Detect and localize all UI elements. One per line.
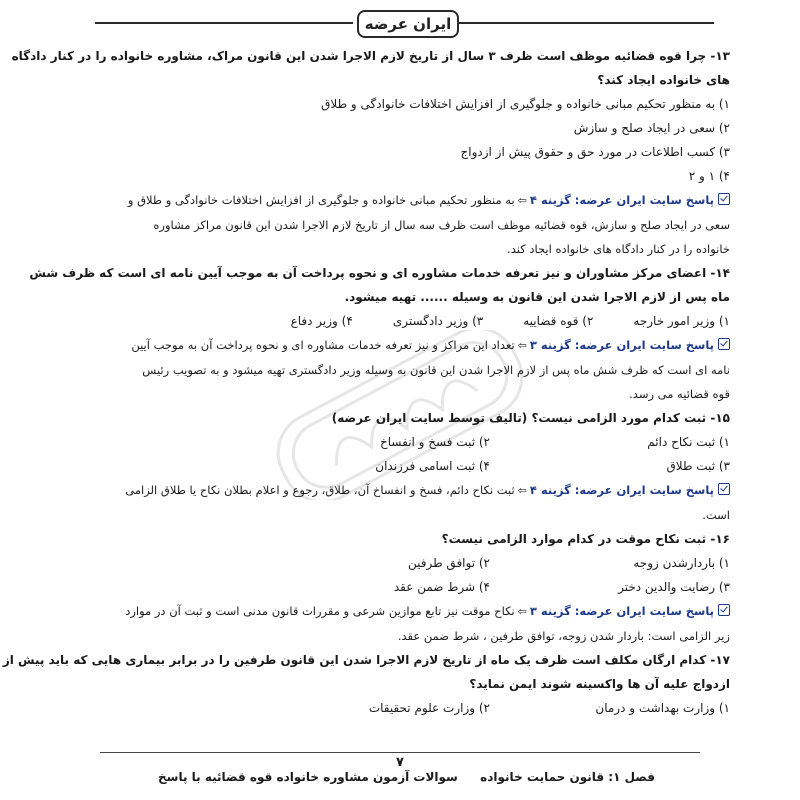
question-13-option-1: ۱) به منظور تحکیم مبانی خانواده و جلوگیری از افزایش اختلافات خانوادگی و طلاق (321, 97, 730, 111)
question-15-options-row2 (100, 454, 730, 478)
question-16-answer-line2: زیر الزامی است: باردار شدن زوجه، توافق طرفین ، شرط ضمن عقد. (397, 629, 730, 643)
question-15-options-row1 (100, 430, 730, 454)
footer-rule (100, 752, 700, 753)
checkbox-check-icon (718, 483, 730, 495)
answer-text: به منظور تحکیم مبانی خانواده و جلوگیری از افزایش اختلافات خانوادگی و طلاق و (127, 193, 515, 207)
site-logo (357, 10, 459, 38)
question-14-text-line1: ۱۴- اعضای مرکز مشاوران و نیز تعرفه خدمات مشاوره ای و نحوه پرداخت آن به موجب آیین نامه ای است که ظرف شش (29, 266, 730, 280)
footer-chapter: فصل ۱: قانون حمایت خانواده (480, 770, 655, 784)
arrow-icon: ⇦ (517, 605, 527, 618)
question-15-option-2: ۲) ثبت فسخ و انفساخ (380, 435, 490, 449)
question-15-option-4: ۴) ثبت اسامی فرزندان (375, 459, 490, 473)
question-16-option-2: ۲) توافق طرفین (407, 556, 490, 570)
question-14-option-3: ۳) وزیر دادگستری (392, 314, 484, 328)
question-15-text: ۱۵- ثبت کدام مورد الزامی نیست؟ (تالیف توسط سایت ایران عرضه) (331, 411, 730, 425)
question-17-option-1: ۱) وزارت بهداشت و درمان (595, 701, 730, 715)
checkbox-check-icon (718, 338, 730, 350)
answer-label: پاسخ سایت ایران عرضه: گزینه ۴ (529, 483, 714, 497)
site-logo-text: ایران عرضه (364, 15, 452, 33)
question-16-option-3: ۳) رضایت والدین دختر (618, 580, 730, 594)
question-15-option-1: ۱) ثبت نکاح دائم (647, 435, 730, 449)
arrow-icon: ⇦ (517, 194, 527, 207)
answer-label: پاسخ سایت ایران عرضه: گزینه ۳ (529, 338, 714, 352)
question-13-option-3: ۳) کسب اطلاعات در مورد حق و حقوق پیش از ازدواج (460, 145, 730, 159)
arrow-icon: ⇦ (517, 484, 527, 497)
question-16-option-1: ۱) باردارشدن زوجه (633, 556, 730, 570)
questions-content (2, 44, 730, 720)
question-13-answer-line2: سعی در ایجاد صلح و سازش، قوه قضائیه موظف است ظرف سه سال از تاریخ لازم الاجرا شدن این قانون مراکز مشاوره (153, 218, 730, 232)
question-14-answer-line1 (100, 333, 730, 358)
footer-book-title: سوالات آزمون مشاوره خانواده قوه قضائیه با پاسخ (158, 770, 458, 784)
question-14-option-4: ۴) وزیر دفاع (290, 314, 353, 328)
question-17-option-2: ۲) وزارت علوم تحقیقات (368, 701, 490, 715)
question-13-text-line1: ۱۳- چرا قوه قضائیه موظف است ظرف ۳ سال از تاریخ لازم الاجرا شدن این قانون مراک، مشاوره خانواده را در کنار دادگاه (11, 49, 730, 63)
answer-label: پاسخ سایت ایران عرضه: گزینه ۳ (529, 604, 714, 618)
question-15-answer-line1 (100, 478, 730, 503)
checkbox-check-icon (718, 193, 730, 205)
page-number: ۷ (396, 755, 404, 770)
question-14-answer-line2: نامه ای است که ظرف شش ماه پس از لازم الاجرا شدن این قانون به وسیله وزیر دادگستری تهیه میشود و به تصویب رئیس (142, 363, 730, 377)
answer-text: نکاح موقت نیز تابع موازین شرعی و مقررات قانون مدنی است و ثبت آن در موارد (125, 604, 515, 618)
question-13-option-2: ۲) سعی در ایجاد صلح و سازش (573, 121, 730, 135)
question-17-text-line1: ۱۷- کدام ارگان مکلف است ظرف یک ماه از تاریخ لازم الاجرا شدن این قانون طرفین را در برابر بیماری هایی که باید پیش از (2, 653, 730, 667)
question-14-answer-line3: قوه قضائیه می رسد. (629, 387, 730, 401)
question-17-options-row1 (100, 696, 730, 720)
question-13-option-4: ۴) ۱ و ۲ (688, 169, 730, 183)
answer-text: تعداد این مراکز و نیز تعرفه خدمات مشاوره ای و نحوه پرداخت آن به موجب آیین (131, 338, 515, 352)
question-15-option-3: ۳) ثبت طلاق (666, 459, 730, 473)
question-15-answer-line2: است. (702, 508, 730, 522)
question-13-text-line2: های خانواده ایجاد کند؟ (597, 73, 730, 87)
answer-label: پاسخ سایت ایران عرضه: گزینه ۴ (529, 193, 714, 207)
question-13-answer-line3: خانواده را در کنار دادگاه های خانواده ایجاد کند. (507, 242, 730, 256)
question-13-answer-line1 (100, 188, 730, 213)
question-16-answer-line1 (100, 599, 730, 624)
question-16-options-row1 (100, 551, 730, 575)
header-rule-right (459, 22, 714, 24)
arrow-icon: ⇦ (517, 339, 527, 352)
question-14-option-1: ۱) وزیر امور خارجه (633, 314, 730, 328)
checkbox-check-icon (718, 604, 730, 616)
question-14-options (100, 309, 730, 333)
question-14-option-2: ۲) قوه قضاییه (523, 314, 594, 328)
question-16-text: ۱۶- ثبت نکاح موقت در کدام موارد الزامی نیست؟ (441, 532, 730, 546)
question-16-option-4: ۴) شرط ضمن عقد (393, 580, 490, 594)
question-17-text-line2: ازدواج علیه آن ها واکسینه شوند ایمن نماید؟ (469, 677, 730, 691)
question-16-options-row2 (100, 575, 730, 599)
question-14-text-line2: ماه پس از لازم الاجرا شدن این قانون به وسیله ...... تهیه میشود. (344, 290, 730, 304)
header-rule-left (95, 22, 353, 24)
answer-text: ثبت نکاح دائم، فسخ و انفساخ آن، طلاق، رجوع و اعلام بطلان نکاح یا طلاق الزامی (125, 483, 515, 497)
